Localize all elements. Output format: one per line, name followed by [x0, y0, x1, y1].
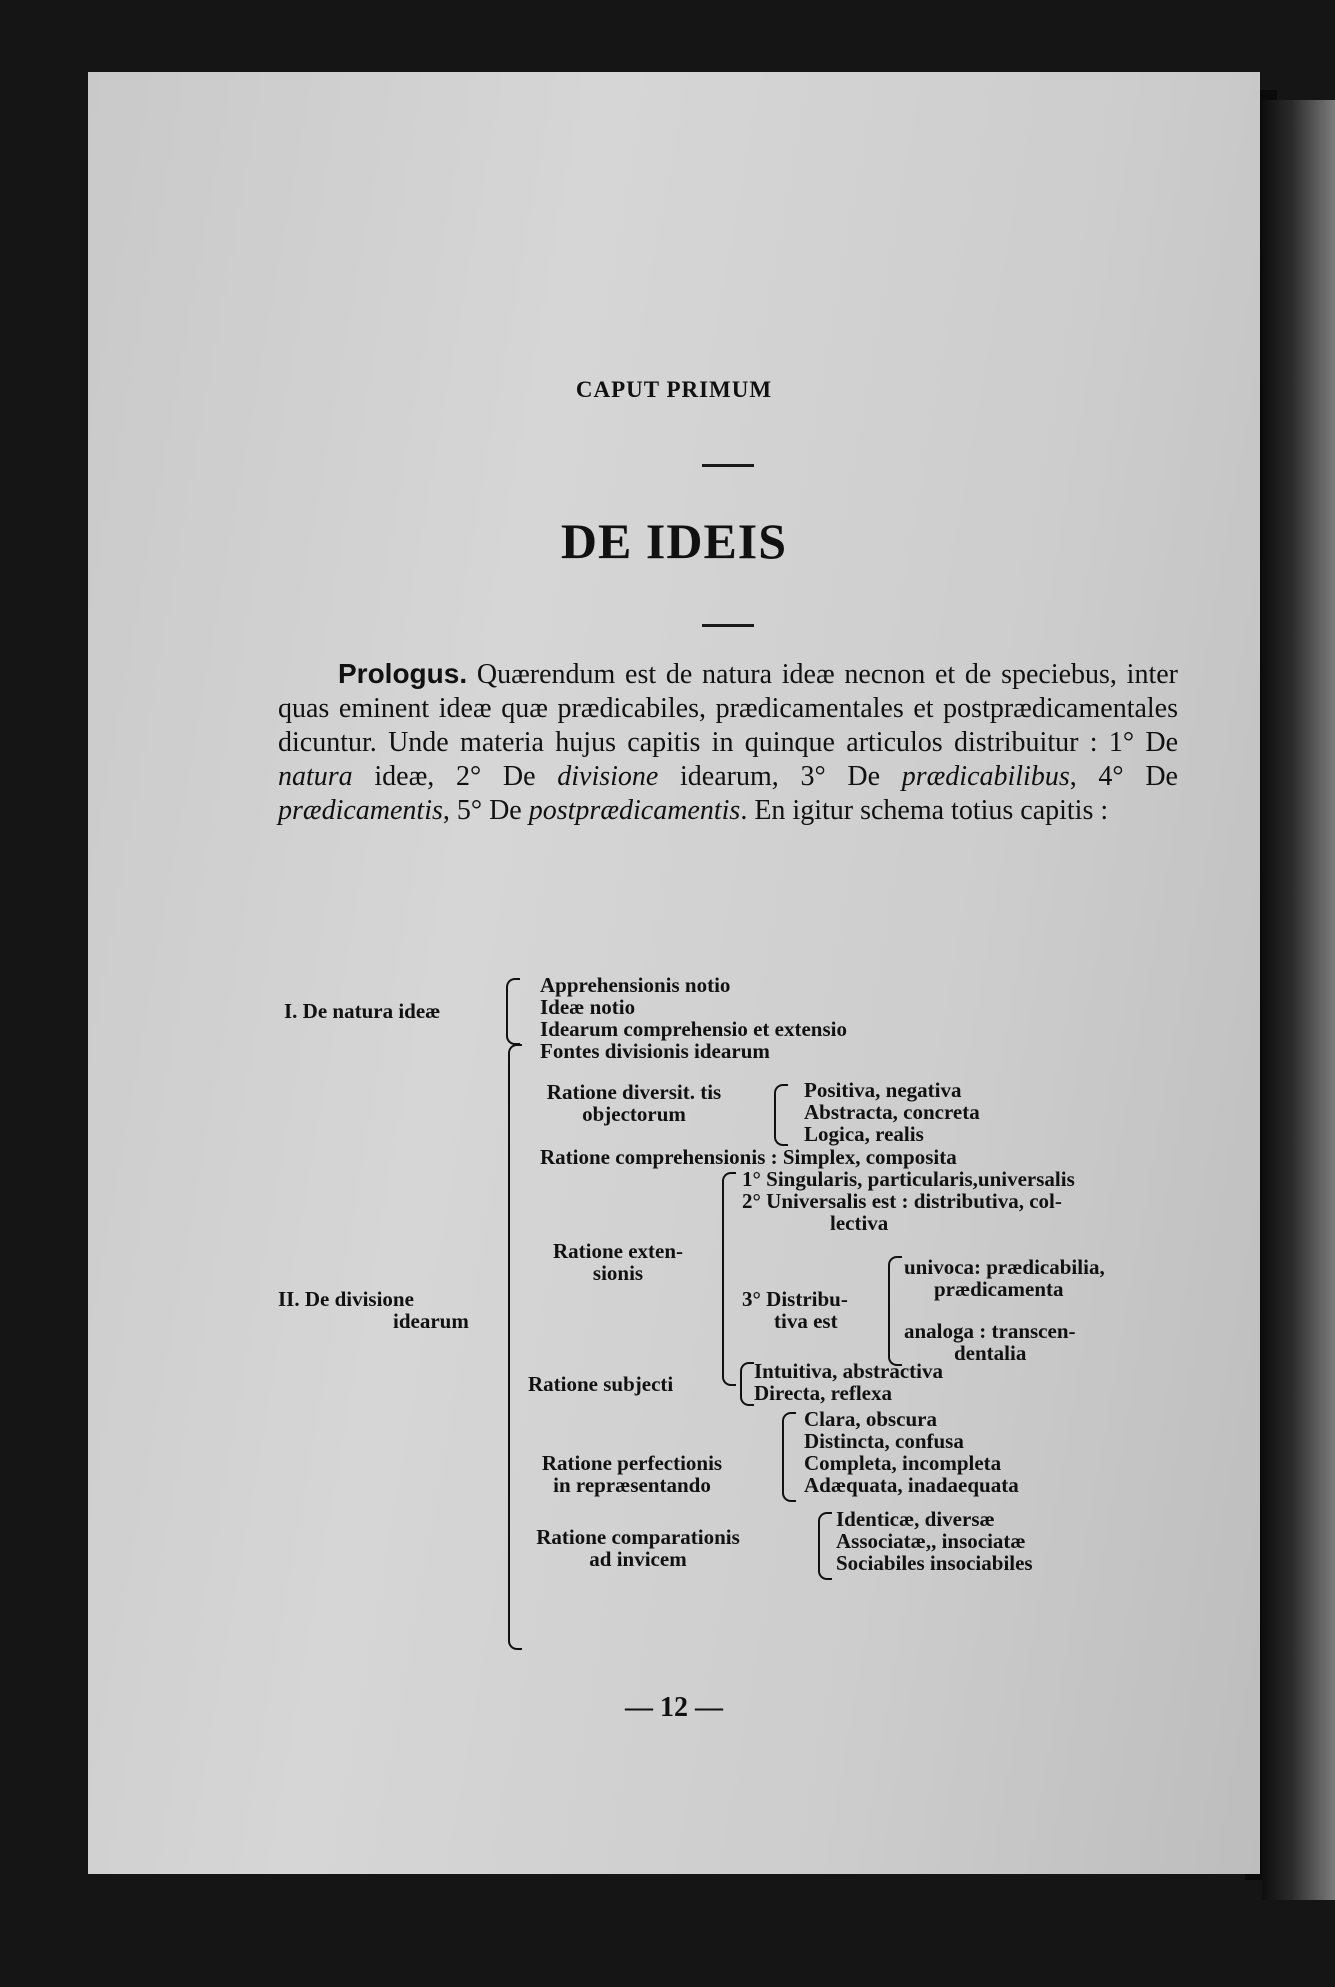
schema-part1-label: I. De natura ideæ — [284, 999, 441, 1023]
schema-branch-label: ad invicem — [589, 1547, 687, 1571]
schema-item: 1° Singularis, particularis,universalis — [742, 1167, 1075, 1191]
schema-item: Apprehensionis notio — [540, 973, 731, 997]
schema-part2-label-2: idearum — [393, 1309, 469, 1333]
brace-perfectionis — [782, 1412, 796, 1502]
next-page-edge — [1262, 100, 1335, 1900]
prologue-italic: postprædicamentis — [528, 795, 741, 826]
schema-branch-label: Ratione comparationis — [536, 1525, 740, 1549]
chapter-title: DE IDEIS — [560, 513, 788, 569]
prologue-text: , 4° De — [1069, 761, 1178, 792]
page-number: — 12 — — [625, 1692, 723, 1723]
brace-comparationis — [818, 1512, 832, 1580]
schema-item: Positiva, negativa — [804, 1078, 962, 1102]
brace-part1 — [506, 978, 520, 1045]
schema-item: lectiva — [830, 1211, 889, 1235]
prologue-italic: prædicamentis — [278, 795, 443, 826]
schema-item: Directa, reflexa — [754, 1381, 892, 1405]
schema-item: Sociabiles insociabiles — [836, 1551, 1033, 1575]
schema-branch-label: Ratione diversit. tis — [546, 1080, 722, 1104]
schema-item: Adæquata, inadaequata — [804, 1473, 1019, 1497]
prologue-text: , 5° De — [442, 795, 529, 826]
schema-branch-label: in repræsentando — [553, 1473, 711, 1497]
brace-distributiva — [888, 1256, 902, 1366]
prologue-paragraph — [278, 657, 1178, 828]
prologue-italic: natura — [278, 761, 353, 792]
prologue-italic: prædicabilibus — [901, 761, 1070, 792]
schema-branch-label: Ratione subjecti — [528, 1372, 674, 1396]
schema-part2-label: II. De divisione — [278, 1287, 414, 1311]
brace-diversitatis — [774, 1084, 788, 1146]
schema-item: Fontes divisionis idearum — [540, 1039, 770, 1063]
schema-item: univoca: prædicabilia, — [904, 1255, 1105, 1279]
schema-branch-label: Ratione exten- — [552, 1239, 684, 1263]
prologue-italic: divisione — [557, 761, 659, 792]
schema-item: dentalia — [954, 1341, 1027, 1365]
chapter-label: CAPUT PRIMUM — [575, 377, 773, 402]
schema-item: Ratione comprehensionis : Simplex, composita — [540, 1145, 957, 1169]
divider-top — [702, 464, 754, 467]
schema-item: prædicamenta — [934, 1277, 1064, 1301]
schema-branch-label: tiva est — [774, 1309, 838, 1333]
schema-item: Identicæ, diversæ — [836, 1507, 995, 1531]
schema-item: Intuitiva, abstractiva — [754, 1359, 943, 1383]
prologue-text: . En igitur schema totius capitis : — [740, 795, 1109, 826]
schema-item: 2° Universalis est : distributiva, col- — [742, 1189, 1062, 1213]
brace-subjecti — [740, 1362, 754, 1406]
schema-branch-label: 3° Distribu- — [742, 1287, 848, 1311]
schema-item: Logica, realis — [804, 1122, 924, 1146]
schema-item: Abstracta, concreta — [804, 1100, 980, 1124]
divider-bottom — [702, 624, 754, 627]
prologue-lead: Prologus. — [338, 658, 468, 689]
brace-extensionis — [722, 1172, 736, 1386]
book-page — [88, 72, 1260, 1874]
schema-item: Associatæ,, insociatæ — [836, 1529, 1026, 1553]
prologue-text: Quærendum est de natura ideæ necnon et de speciebus, inter quas eminent ideæ quæ prædicabiles, prædicamentales et postprædicamentales dicuntur. Unde materia hujus capitis in quinque articulos distribuitur : 1° De — [278, 659, 1178, 758]
schema-item: analoga : transcen- — [904, 1319, 1076, 1343]
schema-branch-label: sionis — [592, 1261, 644, 1285]
schema-item: Clara, obscura — [804, 1407, 937, 1431]
prologue-text: ideæ, 2° De — [352, 761, 558, 792]
schema-item: Distincta, confusa — [804, 1429, 964, 1453]
prologue-text: idearum, 3° De — [658, 761, 902, 792]
schema-branch-label: Ratione perfectionis — [541, 1451, 723, 1475]
schema-item: Completa, incompleta — [804, 1451, 1002, 1475]
schema-branch-label: objectorum — [582, 1102, 686, 1126]
schema-item: Idearum comprehensio et extensio — [540, 1017, 847, 1041]
schema-item: Ideæ notio — [540, 995, 636, 1019]
